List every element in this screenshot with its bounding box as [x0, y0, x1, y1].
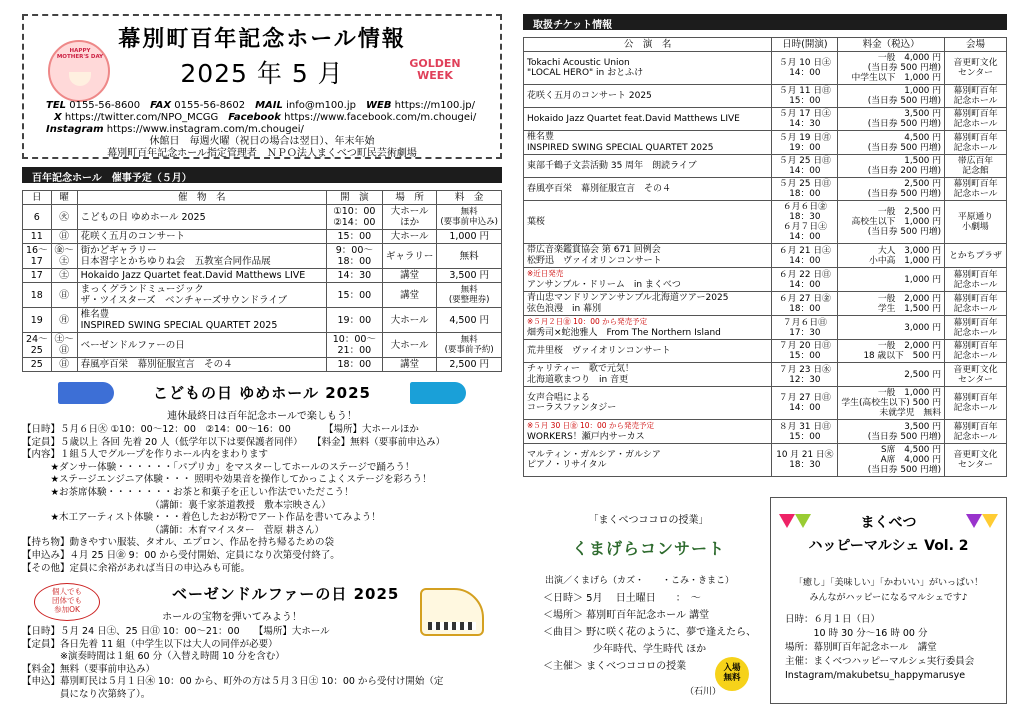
ticket-date-cell: ８月 31 日㊐ 15：00 [772, 420, 838, 444]
table-cell: 大ホール [382, 230, 437, 244]
ticket-name-cell [524, 292, 772, 316]
table-row [524, 387, 1007, 420]
ticket-date-cell: ６月 21 日㊏ 14：00 [772, 244, 838, 268]
detail-line: 【料金】無料（要事前申込み） [22, 663, 156, 675]
performance-name: 畑秀司×蛇池雅人 From The Northern Island [527, 327, 721, 338]
ticket-price-cell: 一般 2,500 円 高校生以下 1,000 円 (当日券 500 円増) [838, 201, 945, 244]
table-cell: 16～ 17 [23, 244, 52, 269]
table-cell: 17 [23, 269, 52, 283]
ticket-venue-cell: 幕別町百年 記念ホール [945, 420, 1007, 444]
header-box [22, 14, 502, 159]
ticket-name-cell [524, 420, 772, 444]
ticket-date-cell: ６月６日㊎ 18：30 ６月７日㊏ 14：00 [772, 201, 838, 244]
marche-desc-2: みんながハッピーになるマルシェです♪ [809, 593, 968, 603]
detail-line: ★ステージエンジニア体験・・・ 照明や効果音を操作してかっこよくステージを彩ろう！ [22, 474, 432, 486]
table-cell: 19：00 [326, 308, 382, 333]
ticket-date-cell: ７月 27 日㊐ 14：00 [772, 387, 838, 420]
page-title: 幕別町百年記念ホール情報 [118, 27, 406, 52]
ticket-name-cell [524, 316, 772, 340]
table-cell: 15：00 [326, 230, 382, 244]
marche-title-1: まくべつ [860, 515, 917, 531]
table-cell: ギャラリー [382, 244, 437, 269]
ticket-venue-cell: 平原通り 小劇場 [945, 201, 1007, 244]
table-row [524, 178, 1007, 201]
detail-line: 10 時 30 分～16 時 00 分 [785, 628, 928, 639]
ticket-table [523, 37, 1007, 477]
table-row [524, 363, 1007, 387]
col-header: 会場 [945, 38, 1007, 52]
performance-name: 東部千鶴子文芸活動 35 周年 朗読ライブ [527, 160, 697, 171]
golden-week-text: GOLDEN WEEK [409, 57, 461, 82]
ticket-price-cell: 1,000 円 [838, 268, 945, 292]
ticket-price-cell: S席 4,500 円 A席 4,000 円 (当日券 500 円増) [838, 444, 945, 477]
ticket-date-cell: ７月 23 日㊌ 12：30 [772, 363, 838, 387]
ticket-venue-cell: 帯広百年 記念館 [945, 155, 1007, 178]
table-cell: 24～ 25 [23, 333, 52, 358]
detail-line: 【定員】５歳以上 各回 先着 20 人（低学年以下は要保護者同伴） 【料金】無料（要事前申込み） [22, 436, 446, 448]
performance-name: 花咲く五月のコンサート 2025 [527, 90, 652, 101]
detail-line: Instagram/makubetsu_happymarusye [785, 670, 966, 681]
performance-name: 女声合唱による コーラスファンタジー [527, 392, 617, 413]
col-header: 料 金 [437, 191, 502, 205]
detail-line: ＜曲目＞ 野に咲く花のように、夢で逢えたら、 [543, 627, 757, 638]
table-cell: 椎名豊 INSPIRED SWING SPECIAL QUARTET 2025 [77, 308, 326, 333]
ticket-venue-cell: 幕別町百年 記念ホール [945, 340, 1007, 363]
detail-line: 【内容】１組５人でグループを作りホール内をまわります [22, 449, 269, 461]
bunting-icon [779, 514, 811, 531]
manager-line: 幕別町百年記念ホール指定管理者 ＮＰＯ法人まくべつ町民芸術劇場 [107, 148, 417, 159]
web-link[interactable]: https://m100.jp/ [394, 100, 475, 111]
table-cell: ①10：00 ②14：00 [326, 205, 382, 230]
ticket-name-cell [524, 268, 772, 292]
table-cell: ㊎～ ㊏ [51, 244, 77, 269]
contact-line: TEL 0155-56-8600 FAX 0155-56-8602 MAIL info@m100.jp WEB https://m100.jp/ [46, 100, 475, 111]
table-cell: 講堂 [382, 358, 437, 372]
ticket-venue-cell: 幕別町百年 記念ホール [945, 387, 1007, 420]
table-cell: 花咲く五月のコンサート [77, 230, 326, 244]
table-row [23, 244, 502, 269]
ticket-name-cell [524, 340, 772, 363]
table-cell: 講堂 [382, 269, 437, 283]
table-cell: 講堂 [382, 283, 437, 308]
ticket-name-cell [524, 387, 772, 420]
table-row [23, 269, 502, 283]
detail-line: ★お茶席体験・・・・・・・お茶と和菓子を正しい作法でいただこう！ [22, 486, 354, 498]
col-header: 日時(開演) [772, 38, 838, 52]
table-row [524, 316, 1007, 340]
table-row [524, 155, 1007, 178]
ticket-price-cell: 3,500 円 (当日券 500 円増) [838, 420, 945, 444]
performance-name: 春風亭百栄 幕別征服宣言 その４ [527, 183, 672, 194]
ticket-venue-cell: 幕別町百年 記念ホール [945, 85, 1007, 108]
table-cell: 無料 (要整理券) [437, 283, 502, 308]
table-cell: 3,500 円 [437, 269, 502, 283]
table-row [23, 205, 502, 230]
ticket-date-cell: ５月 17 日㊏ 14：30 [772, 108, 838, 131]
detail-line: ★木工アーティスト体験・・・着色したおが粉でアート作品を書いてみよう！ [22, 512, 381, 524]
fax: 0155-56-8602 [174, 100, 246, 111]
kids-title: こどもの日 ゆめホール 2025 [153, 384, 371, 402]
ticket-venue-cell: 音更町文化 センター [945, 444, 1007, 477]
detail-line: 員になり次第終了）。 [22, 688, 151, 700]
col-header: 場 所 [382, 191, 437, 205]
closed-days: 休館日 毎週火曜（祝日の場合は翌日）、年末年始 [149, 136, 375, 147]
participation-badge: 個人でも 団体でも 参加OK [34, 583, 100, 621]
detail-line: ★ダンサー体験・・・・・・「パプリカ」をマスターしてホールのステージで踊ろう！ [22, 461, 415, 473]
table-row [524, 201, 1007, 244]
table-cell: ㊊ [51, 308, 77, 333]
bosen-details [22, 626, 502, 702]
performance-name: アンサンブル・ドリーム in まくべつ [527, 279, 681, 290]
col-header: 開 演 [326, 191, 382, 205]
detail-line: 【申込】幕別町民は５月１日㊍ 10：00 から、町外の方は５月３日㊏ 10：00 から受付け開始（定 [22, 676, 444, 688]
ticket-price-cell: 2,500 円 (当日券 500 円増) [838, 178, 945, 201]
ticket-date-cell: 10 月 21 日㊋ 18：30 [772, 444, 838, 477]
ticket-title: 取扱チケット情報 [523, 14, 1007, 30]
table-cell: 無料 (要事前申込み) [437, 205, 502, 230]
table-cell: 9：00～ 18：00 [326, 244, 382, 269]
table-cell: まっくグランドミュージック ザ・ツイスターズ ベンチャーズサウンドライブ [77, 283, 326, 308]
table-cell: 大ホール [382, 308, 437, 333]
table-row [524, 85, 1007, 108]
ticket-price-cell: 一般 1,000 円 学生(高校生以下) 500 円 未就学児 無料 [838, 387, 945, 420]
table-row [524, 340, 1007, 363]
ticket-name-cell [524, 363, 772, 387]
performance-name: チャリティー 歌で元気！ 北海道歌まつり in 音更 [527, 364, 634, 385]
ticket-date-cell: ５月 25 日㊐ 14：00 [772, 155, 838, 178]
ticket-venue-cell: 幕別町百年 記念ホール [945, 131, 1007, 155]
table-cell: 無料 [437, 244, 502, 269]
marche-title-2: ハッピーマルシェ Vol. 2 [808, 538, 969, 554]
detail-line: 場所：幕別町百年記念ホール 講堂 [785, 642, 937, 653]
ticket-date-cell: ５月 10 日㊏ 14：00 [772, 52, 838, 85]
schedule-table [22, 190, 502, 372]
ticket-venue-cell: とかちプラザ [945, 244, 1007, 268]
sale-note: ※５月２日㊎ 10：00 から発売予定 [527, 317, 648, 326]
kumagera-tag: 「まくべつココロの授業」 [588, 515, 709, 526]
bosen-title: ベーゼンドルファーの日 2025 [172, 585, 400, 603]
kids-day-section [22, 382, 502, 575]
performance-name: WORKERS！瀬戸内サーカス [527, 431, 645, 442]
col-header: 曜 [51, 191, 77, 205]
table-row [23, 333, 502, 358]
table-row [23, 358, 502, 372]
marche-desc-1: 「癒し」「美味しい」「かわいい」がいっぱい！ [793, 578, 983, 588]
table-cell: 大ホール ほか [382, 205, 437, 230]
ticket-venue-cell: 幕別町百年 記念ホール [945, 316, 1007, 340]
ticket-venue-cell: 幕別町百年 記念ホール [945, 178, 1007, 201]
piano-icon [420, 588, 484, 636]
performance-name: 椎名豊 INSPIRED SWING SPECIAL QUARTET 2025 [527, 132, 714, 153]
ticket-name-cell [524, 178, 772, 201]
instagram-link[interactable]: https://www.instagram.com/m.chougei/ [106, 124, 304, 135]
table-cell: 街かどギャラリー 日本習字とかちゆりね会 五教室合同作品展 [77, 244, 326, 269]
kumagera-flyer [535, 497, 762, 704]
table-cell: 14：30 [326, 269, 382, 283]
table-cell: ㊐ [51, 283, 77, 308]
table-cell: ㊐ [51, 230, 77, 244]
table-cell: Hokaido Jazz Quartet feat.David Matthews LIVE [77, 269, 326, 283]
ticket-venue-cell: 幕別町百年 記念ホール [945, 108, 1007, 131]
ticket-venue-cell: 幕別町百年 記念ホール [945, 268, 1007, 292]
kids-details [22, 424, 502, 575]
table-cell: 10：00～ 21：00 [326, 333, 382, 358]
detail-line: （講師：木育マイスター 菅原 耕さん） [22, 524, 324, 536]
ticket-name-cell [524, 108, 772, 131]
table-cell: 春風亭百栄 幕別征服宣言 その４ [77, 358, 326, 372]
table-row [23, 230, 502, 244]
ticket-name-cell [524, 201, 772, 244]
detail-line: （講師：裏千家茶道教授 敷本宗映さん） [22, 499, 331, 511]
ticket-date-cell: ５月 11 日㊐ 15：00 [772, 85, 838, 108]
ticket-venue-cell: 幕別町百年 記念ホール [945, 292, 1007, 316]
detail-line: 【その他】定員に余裕があれば当日の申込みも可能。 [22, 562, 251, 574]
ticket-date-cell: ６月 22 日㊐ 14：00 [772, 268, 838, 292]
table-cell: 大ホール [382, 333, 437, 358]
detail-line: 主催：まくべつハッピーマルシェ実行委員会 [785, 656, 975, 667]
table-cell: ㊏ [51, 269, 77, 283]
marche-flyer [770, 497, 1007, 704]
table-cell: 6 [23, 205, 52, 230]
table-cell: 19 [23, 308, 52, 333]
kumagera-title: くまげらコンサート [571, 539, 725, 558]
col-header: 催 物 名 [77, 191, 326, 205]
performance-name: 荒井里桜 ヴァイオリンコンサート [527, 345, 671, 356]
mail-link[interactable]: info@m100.jp [286, 100, 356, 111]
table-cell: 11 [23, 230, 52, 244]
table-row [23, 308, 502, 333]
sale-note: ※近日発売 [527, 269, 564, 278]
table-cell: ㊏～ ㊐ [51, 333, 77, 358]
performance-name: マルティン・ガルシア・ガルシア ピアノ・リサイタル [527, 449, 661, 470]
carp-streamer-icon [58, 382, 114, 404]
ticket-price-cell: 1,500 円 (当日券 200 円増) [838, 155, 945, 178]
table-row [524, 292, 1007, 316]
table-cell: こどもの日 ゆめホール 2025 [77, 205, 326, 230]
kids-sub: 連休最終日は百年記念ホールで楽しもう！ [167, 411, 357, 422]
ticket-price-cell: 3,500 円 (当日券 500 円増) [838, 108, 945, 131]
table-row [524, 244, 1007, 268]
page-month: 2025 年 5 月 [180, 59, 344, 88]
performance-name: Tokachi Acoustic Union "LOCAL HERO" in おとふけ [527, 57, 644, 78]
ticket-name-cell [524, 155, 772, 178]
detail-line: ＜主催＞ まくべつココロの授業 [543, 661, 687, 672]
ticket-date-cell: ５月 19 日㊊ 19：00 [772, 131, 838, 155]
kumagera-cast: 出演／くまげら（カズ・ ・こみ・きまこ） [545, 576, 735, 586]
table-cell: 25 [23, 358, 52, 372]
ticket-venue-cell: 音更町文化 センター [945, 363, 1007, 387]
instagram-line: Instagram https://www.instagram.com/m.chougei/ [46, 124, 304, 135]
performance-name: Hokaido Jazz Quartet feat.David Matthews LIVE [527, 113, 740, 124]
ticket-date-cell: ５月 25 日㊐ 18：00 [772, 178, 838, 201]
ticket-price-cell: 一般 4,000 円 (当日券 500 円増) 中学生以下 1,000 円 [838, 52, 945, 85]
table-cell: 18：00 [326, 358, 382, 372]
ticket-price-cell: 4,500 円 (当日券 500 円増) [838, 131, 945, 155]
ticket-date-cell: ７月６日㊐ 17：30 [772, 316, 838, 340]
ticket-price-cell: 3,000 円 [838, 316, 945, 340]
ticket-date-cell: ６月 27 日㊎ 18：00 [772, 292, 838, 316]
col-header: 公 演 名 [524, 38, 772, 52]
ticket-price-cell: 一般 2,000 円 18 歳以下 500 円 [838, 340, 945, 363]
sns-line: X https://twitter.com/NPO_MCGG Facebook https://www.facebook.com/m.chougei/ [54, 112, 477, 123]
detail-line: 【申込み】４月 25 日㊎ 9：00 から受付開始、定員になり次第受付終了。 [22, 549, 340, 561]
table-cell: 1,000 円 [437, 230, 502, 244]
table-row [524, 268, 1007, 292]
detail-line: ※演奏時間は１組 60 分（入替え時間 10 分を含む） [22, 651, 285, 663]
table-cell: 18 [23, 283, 52, 308]
ticket-price-cell: 一般 2,000 円 学生 1,500 円 [838, 292, 945, 316]
col-header: 日 [23, 191, 52, 205]
detail-line: 【日時】５月 24 日㊏、25 日㊐ 10：00～21：00 【場所】大ホール [22, 626, 330, 637]
table-cell: ベーゼンドルファーの日 [77, 333, 326, 358]
detail-line: 【持ち物】動きやすい服装、タオル、エプロン、作品を持ち帰るための袋 [22, 537, 334, 549]
tel[interactable]: 0155-56-8600 [69, 100, 141, 111]
golden-week-logo [404, 52, 466, 92]
carp-streamer-icon [410, 382, 466, 404]
table-cell: 15：00 [326, 283, 382, 308]
ticket-name-cell [524, 244, 772, 268]
x-link[interactable]: https://twitter.com/NPO_MCGG [64, 112, 219, 123]
col-header: 料金（税込） [838, 38, 945, 52]
performance-name: 青山忠マンドリンアンサンブル北海道ツアー2025 弦色浪漫 in 幕別 [527, 293, 729, 314]
detail-line: 【定員】各日先着 11 組（中学生以下は大人の同伴が必要） [22, 638, 278, 650]
bosen-sub: ホールの宝物を弾いてみよう！ [162, 612, 302, 623]
table-cell: 無料 (要事前予約) [437, 333, 502, 358]
detail-line: ＜場所＞ 幕別町百年記念ホール 講堂 [543, 610, 710, 621]
free-entry-badge: 入場 無料 [715, 657, 749, 691]
ticket-price-cell: 1,000 円 (当日券 500 円増) [838, 85, 945, 108]
ticket-date-cell: ７月 20 日㊐ 15：00 [772, 340, 838, 363]
facebook-link[interactable]: https://www.facebook.com/m.chougei/ [284, 112, 477, 123]
sale-note: ※５月 30 日㊎ 10：00 から発売予定 [527, 421, 654, 430]
ticket-price-cell: 大人 3,000 円 小中高 1,000 円 [838, 244, 945, 268]
table-row [524, 52, 1007, 85]
ticket-name-cell [524, 444, 772, 477]
marche-details [771, 613, 1006, 683]
ticket-name-cell [524, 52, 772, 85]
table-row [524, 108, 1007, 131]
table-row [524, 444, 1007, 477]
ticket-name-cell [524, 85, 772, 108]
ticket-name-cell [524, 131, 772, 155]
detail-line: ＜日時＞ 5月 日土曜日 ： ～ [543, 593, 701, 604]
table-cell: ㊐ [51, 358, 77, 372]
ticket-price-cell: 2,500 円 [838, 363, 945, 387]
table-row [23, 283, 502, 308]
bunting-icon [966, 514, 998, 531]
kumagera-sign: （石川） [685, 687, 722, 697]
detail-line: 【日時】５月６日㊋ ①10：00～12：00 ②14：00～16：00 【場所】大ホールほか [22, 424, 419, 435]
detail-line: 日時：６月１日（日） [785, 614, 881, 625]
schedule-title: 百年記念ホール 催事予定（５月） [22, 167, 502, 183]
performance-name: 葉桜 [527, 216, 546, 227]
table-row [524, 131, 1007, 155]
mothers-day-text: HAPPY MOTHER'S DAY [56, 48, 104, 60]
detail-line: 少年時代、学生時代 ほか [543, 644, 707, 655]
ticket-venue-cell: 音更町文化 センター [945, 52, 1007, 85]
performance-name: 帯広音楽鑑賞協会 第 671 回例会 松野迅 ヴァイオリンコンサート [527, 245, 662, 266]
table-cell: 4,500 円 [437, 308, 502, 333]
table-row [524, 420, 1007, 444]
table-cell: 2,500 円 [437, 358, 502, 372]
table-cell: ㊋ [51, 205, 77, 230]
